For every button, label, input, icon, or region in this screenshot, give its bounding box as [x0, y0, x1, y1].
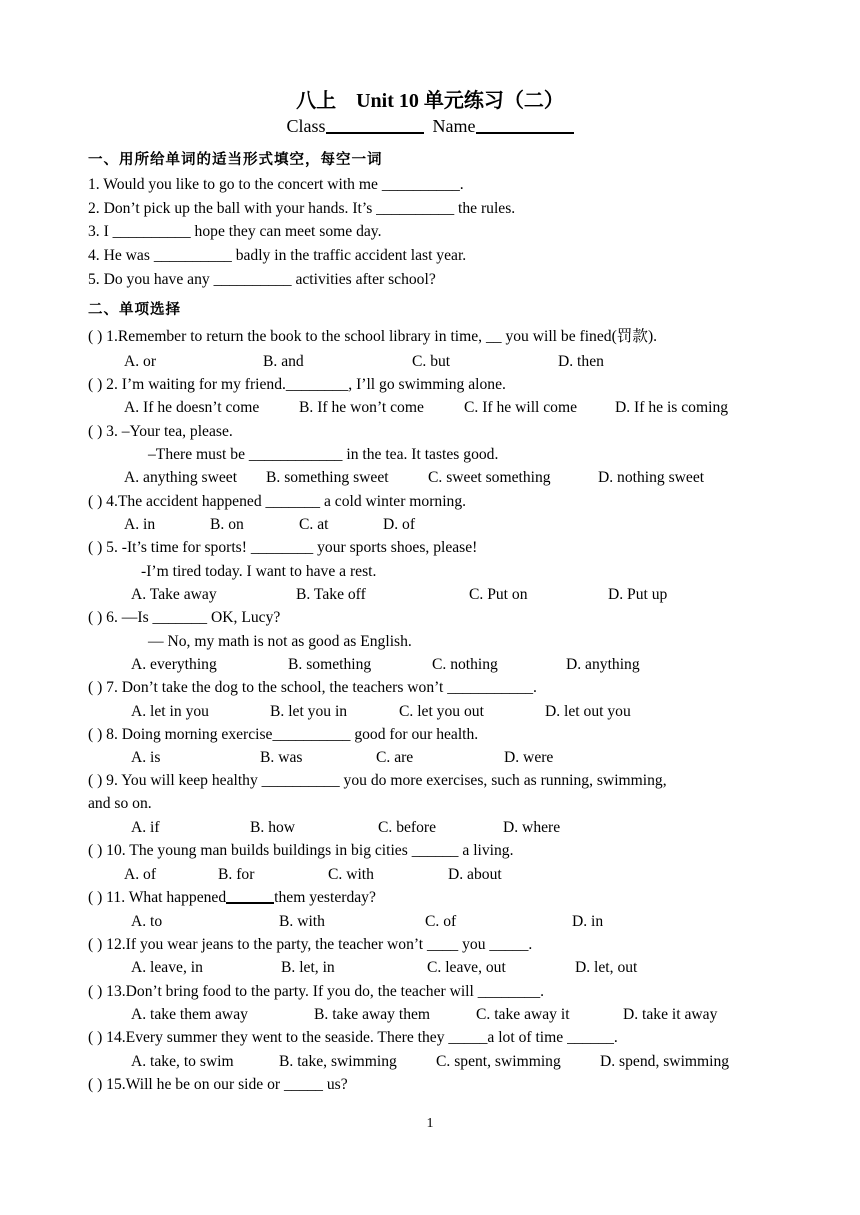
- q4-option-d: D. of: [383, 516, 416, 533]
- q9-option-d: D. where: [503, 819, 561, 836]
- question-9-stem-2: and so on.: [88, 795, 152, 812]
- q9-option-b: B. how: [250, 819, 296, 836]
- fill-item-1: 1. Would you like to go to the concert with me __________.: [88, 176, 464, 193]
- q14-option-d: D. spend, swimming: [600, 1053, 730, 1070]
- q12-option-d: D. let, out: [575, 959, 638, 976]
- q1-option-b: B. and: [263, 353, 304, 370]
- q7-option-b: B. let you in: [270, 703, 348, 720]
- question-2-stem: ( ) 2. I’m waiting for my friend.________, I’ll go swimming alone.: [88, 376, 506, 393]
- q8-option-a: A. is: [131, 749, 161, 766]
- question-4-stem: ( ) 4.The accident happened _______ a cold winter morning.: [88, 493, 467, 510]
- q13-option-b: B. take away them: [314, 1006, 431, 1023]
- question-12-stem: ( ) 12.If you wear jeans to the party, the teacher won’t ____ you _____.: [88, 936, 533, 953]
- q1-option-a: A. or: [124, 353, 157, 370]
- q14-option-c: C. spent, swimming: [436, 1053, 561, 1070]
- q1-option-c: C. but: [412, 353, 451, 370]
- question-6-stem: ( ) 6. —Is _______ OK, Lucy?: [88, 609, 281, 626]
- q7-option-c: C. let you out: [399, 703, 484, 720]
- q4-option-a: A. in: [124, 516, 156, 533]
- question-14-stem: ( ) 14.Every summer they went to the seaside. There they _____a lot of time ______.: [88, 1029, 618, 1046]
- q6-option-c: C. nothing: [432, 656, 498, 673]
- q10-option-c: C. with: [328, 866, 374, 883]
- q13-option-c: C. take away it: [476, 1006, 570, 1023]
- q8-option-d: D. were: [504, 749, 554, 766]
- q3-option-a: A. anything sweet: [124, 469, 238, 486]
- class-name-line: [0, 116, 860, 137]
- question-6-stem-2: — No, my math is not as good as English.: [148, 633, 412, 650]
- q10-option-b: B. for: [218, 866, 255, 883]
- question-8-stem: ( ) 8. Doing morning exercise__________ good for our health.: [88, 726, 479, 743]
- q9-option-a: A. if: [131, 819, 160, 836]
- q6-option-a: A. everything: [131, 656, 217, 673]
- q1-option-d: D. then: [558, 353, 604, 370]
- q2-option-b: B. If he won’t come: [299, 399, 424, 416]
- question-3-stem: ( ) 3. –Your tea, please.: [88, 423, 233, 440]
- question-5-stem-2: -I’m tired today. I want to have a rest.: [141, 563, 377, 580]
- name-label: Name: [432, 116, 476, 136]
- question-11-stem: [88, 888, 376, 908]
- q6-option-d: D. anything: [566, 656, 640, 673]
- q12-option-c: C. leave, out: [427, 959, 506, 976]
- q14-option-b: B. take, swimming: [279, 1053, 397, 1070]
- q5-option-b: B. Take off: [296, 586, 366, 603]
- section-1-heading: 一、用所给单词的适当形式填空，每空一词: [88, 152, 383, 168]
- page-number: 1: [426, 1116, 434, 1131]
- q2-option-c: C. If he will come: [464, 399, 578, 416]
- q2-option-a: A. If he doesn’t come: [124, 399, 260, 416]
- q5-option-a: A. Take away: [131, 586, 217, 603]
- q3-option-b: B. something sweet: [266, 469, 389, 486]
- q12-option-b: B. let, in: [281, 959, 335, 976]
- q12-option-a: A. leave, in: [131, 959, 203, 976]
- class-blank[interactable]: [326, 132, 424, 134]
- q4-option-c: C. at: [299, 516, 329, 533]
- fill-item-4: 4. He was __________ badly in the traffic accident last year.: [88, 247, 467, 264]
- question-5-stem: ( ) 5. -It’s time for sports! ________ your sports shoes, please!: [88, 539, 478, 556]
- q5-option-c: C. Put on: [469, 586, 528, 603]
- page-title: 八上 Unit 10 单元练习（二）: [296, 90, 564, 112]
- q10-option-d: D. about: [448, 866, 502, 883]
- question-10-stem: ( ) 10. The young man builds buildings in big cities ______ a living.: [88, 842, 514, 859]
- fill-item-2: 2. Don’t pick up the ball with your hands. It’s __________ the rules.: [88, 200, 516, 217]
- q7-option-d: D. let out you: [545, 703, 631, 720]
- section-2-heading: 二、单项选择: [88, 302, 181, 318]
- q2-option-d: D. If he is coming: [615, 399, 729, 416]
- name-blank[interactable]: [476, 132, 574, 134]
- fill-item-3: 3. I __________ hope they can meet some day.: [88, 223, 382, 240]
- question-1-stem: ( ) 1.Remember to return the book to the school library in time, __ you will be fined(罚款).: [88, 328, 658, 345]
- q11-option-b: B. with: [279, 913, 325, 930]
- q6-option-b: B. something: [288, 656, 372, 673]
- question-9-stem: ( ) 9. You will keep healthy __________ you do more exercises, such as running, swimming,: [88, 772, 667, 789]
- question-3-stem-2: –There must be ____________ in the tea. It tastes good.: [148, 446, 499, 463]
- q11-option-c: C. of: [425, 913, 457, 930]
- q14-option-a: A. take, to swim: [131, 1053, 234, 1070]
- question-11-stem-post: them yesterday?: [274, 889, 376, 906]
- q8-option-b: B. was: [260, 749, 303, 766]
- q3-option-d: D. nothing sweet: [598, 469, 705, 486]
- q13-option-d: D. take it away: [623, 1006, 718, 1023]
- q4-option-b: B. on: [210, 516, 244, 533]
- question-13-stem: ( ) 13.Don’t bring food to the party. If you do, the teacher will ________.: [88, 983, 545, 1000]
- fill-item-5: 5. Do you have any __________ activities after school?: [88, 271, 436, 288]
- q11-option-d: D. in: [572, 913, 604, 930]
- q13-option-a: A. take them away: [131, 1006, 248, 1023]
- question-15-stem: ( ) 15.Will he be on our side or _____ us?: [88, 1076, 348, 1093]
- q11-option-a: A. to: [131, 913, 163, 930]
- class-label: Class: [286, 116, 326, 136]
- question-11-blank[interactable]: [226, 902, 274, 904]
- q5-option-d: D. Put up: [608, 586, 668, 603]
- q3-option-c: C. sweet something: [428, 469, 551, 486]
- q9-option-c: C. before: [378, 819, 437, 836]
- q10-option-a: A. of: [124, 866, 157, 883]
- q7-option-a: A. let in you: [131, 703, 209, 720]
- question-7-stem: ( ) 7. Don’t take the dog to the school, the teachers won’t ___________.: [88, 679, 537, 696]
- q8-option-c: C. are: [376, 749, 414, 766]
- question-11-stem-pre: ( ) 11. What happened: [88, 889, 227, 906]
